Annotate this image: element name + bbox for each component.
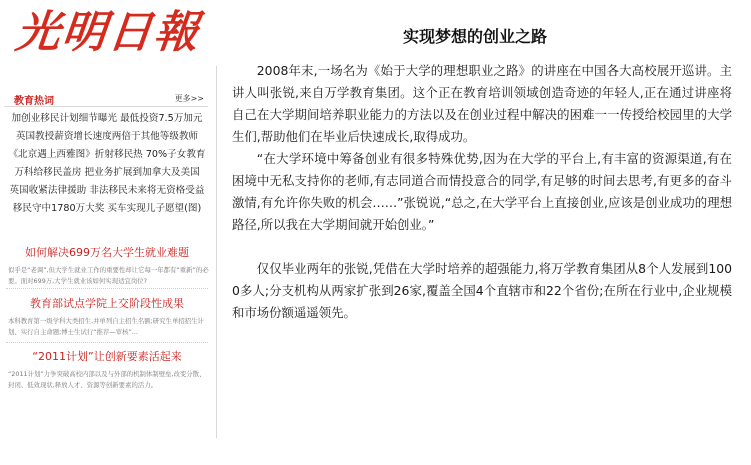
hot-link[interactable]: 万科给移民盖房 把业务扩展到加拿大及美国 <box>14 167 200 178</box>
story-summary: 似乎是“老调”,但大学生就业工作的重要性却让它每一年都有“重新”的必要。面对699万,大学生就业该如何实现适宜岗位? <box>8 266 209 285</box>
story-summary: 本科教育第一级学科大类招生,并单列自主招生名额;研究生单招招生计划、实行自主命题;博士生试行“推荐—审核”... <box>8 317 204 336</box>
hot-link[interactable]: 加创业移民计划细节曝光 最低投资7.5万加元 <box>11 113 203 124</box>
story-title-link[interactable]: “2011计划”让创新要素活起来 <box>32 350 182 363</box>
newspaper-logo: 光明日報 <box>13 7 203 58</box>
story-item <box>0 350 214 391</box>
article-paragraph: “在大学环境中筹备创业有很多特殊优势,因为在大学的平台上,有丰富的资源渠道,有在困境中无私支持你的老师,有志同道合而情投意合的同学,有足够的时间去思考,有更多的奋斗激情,有允许你失败的机会……”张锐说,“总之,在大学平台上直接创业,应该是创业成功的理想路径,所以我在大学期间就开始创业。” <box>232 151 732 232</box>
story-summary: “2011计划”力争突破高校内部以及与外部的机制体制壁垒,改变分散、封闭、低效现状,释放人才、资源等创新要素的活力。 <box>8 370 206 389</box>
hot-link[interactable]: 英国教授薪资增长速度两倍于其他等级教师 <box>15 131 199 142</box>
hot-link[interactable]: 移民守中1780万大奖 买车实现儿子愿望(图) <box>12 203 202 214</box>
hot-link[interactable]: 《北京遇上西雅图》折射移民热 70%子女教育 <box>8 149 206 160</box>
story-item <box>0 246 214 287</box>
hot-link[interactable]: 英国收紧法律援助 非法移民未来将无资格受益 <box>9 185 205 196</box>
article-paragraph: 仅仅毕业两年的张锐,凭借在大学时培养的超强能力,将万学教育集团从8个人发展到1000多人;分支机构从两家扩张到26家,覆盖全国4个直辖市和22个省份;在所在行业中,企业规模和市场份额遥遥领先。 <box>232 261 732 320</box>
article-body <box>232 60 732 324</box>
sidebar <box>0 66 217 438</box>
story-title-link[interactable]: 教育部试点学院上交阶段性成果 <box>30 297 184 310</box>
story-divider <box>6 288 208 289</box>
hot-words-divider <box>4 106 208 107</box>
hot-words-title: 教育热词 <box>14 96 54 107</box>
story-item <box>0 297 214 338</box>
article-paragraph: 2008年末,一场名为《始于大学的理想职业之路》的讲座在中国各大高校展开巡讲。主讲人叫张锐,来自万学教育集团。这个正在教育培训领域创造奇迹的年轻人,正在通过讲座将自己在大学期间培养职业能力的方法以及在创业过程中解决的困难一一传授给校园里的大学生们,帮助他们在毕业后快速成长,取得成功。 <box>232 63 732 144</box>
more-link[interactable]: 更多>> <box>174 94 204 103</box>
article-title: 实现梦想的创业之路 <box>402 27 547 46</box>
hot-words-list <box>2 110 212 218</box>
story-title-link[interactable]: 如何解决699万名大学生就业难题 <box>25 246 189 259</box>
story-divider <box>6 342 208 343</box>
